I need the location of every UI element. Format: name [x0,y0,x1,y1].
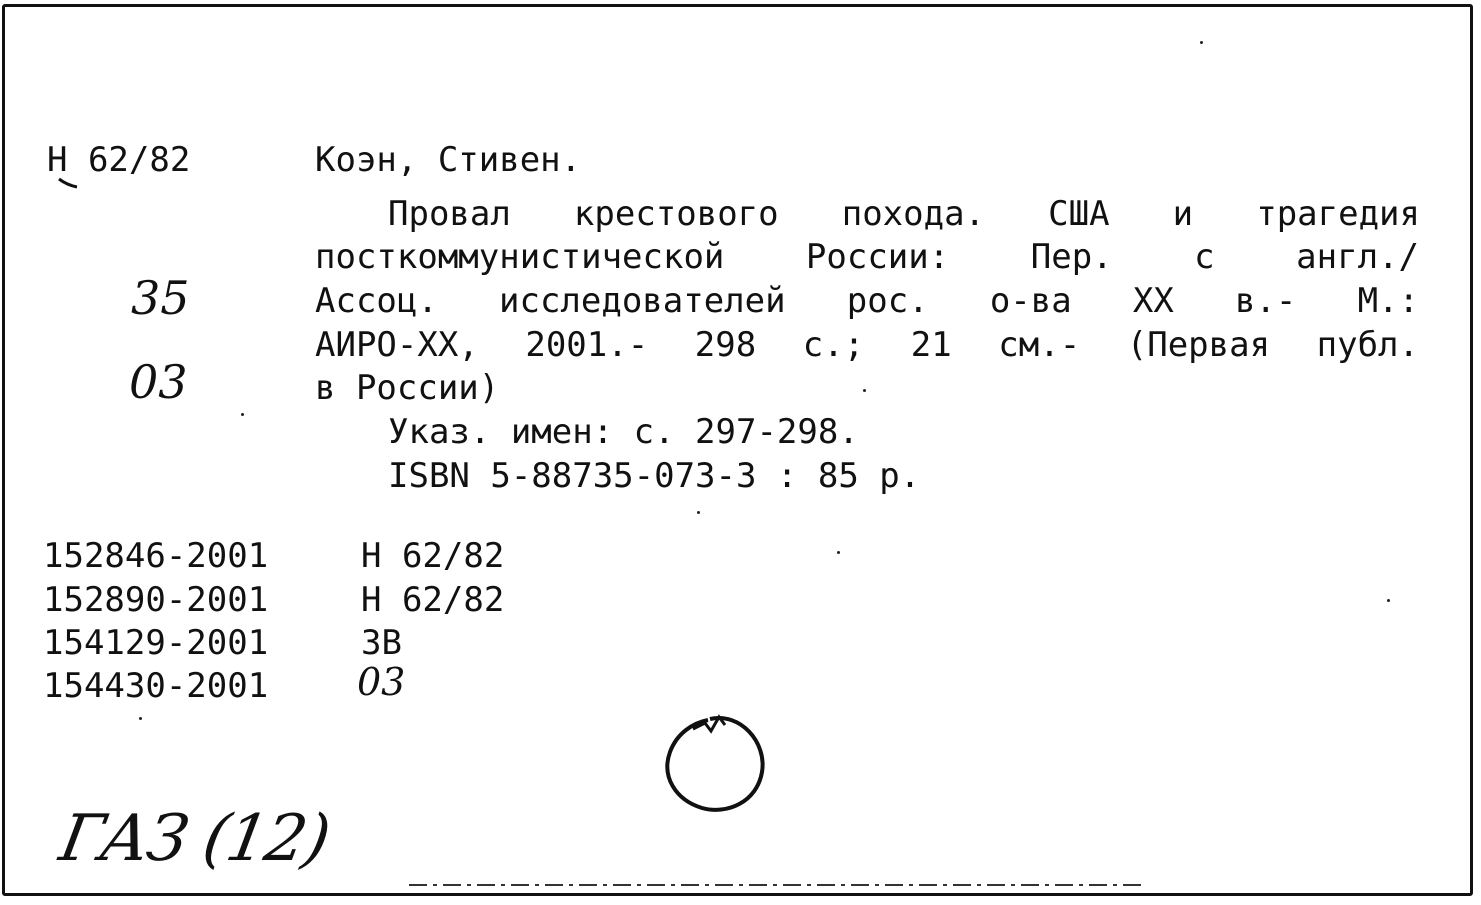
holding-location-1: Н 62/82 [361,536,505,576]
title-line-1: Провал крестового похода. США и трагедия [388,194,1420,234]
scan-speck [697,511,700,514]
holding-inventory-4: 154430-2001 [43,666,269,706]
handwritten-footer-note: ГАЗ (12) [54,802,334,876]
scan-speck [1387,599,1390,602]
title-line-3: Ассоц. исследователей рос. о-ва XX в.- М.: [315,281,1419,321]
author-heading: Коэн, Стивен. [315,140,582,180]
index-note: Указ. имен: с. 297-298. [388,412,859,452]
holding-location-3: 3В [361,623,402,663]
isbn-price: ISBN 5-88735-073-3 : 85 р. [388,456,921,496]
call-number: Н 62/82 [47,140,191,180]
title-line-2: посткоммунистической России: Пер. с англ./ [315,237,1419,277]
holding-inventory-3: 154129-2001 [43,623,269,663]
holding-inventory-1: 152846-2001 [43,536,269,576]
title-line-5: в России) [315,368,500,408]
holding-inventory-2: 152890-2001 [43,580,269,620]
handwritten-mark-03: 03 [129,355,188,409]
scan-speck [837,551,840,554]
scan-speck [241,413,244,416]
handwritten-mark-35: 35 [131,271,190,325]
title-line-4: АИРО-XX, 2001.- 298 с.; 21 см.- (Первая публ. [315,325,1419,365]
hand-drawn-circle-stamp [667,718,762,810]
holding-location-4: 03 [357,660,406,704]
card-markings [5,7,1476,899]
ink-tick-mark [59,179,77,187]
scan-speck [1200,41,1203,44]
holding-location-2: Н 62/82 [361,580,505,620]
catalog-card [2,4,1473,896]
scan-speck [139,717,142,720]
scan-speck [863,389,866,392]
